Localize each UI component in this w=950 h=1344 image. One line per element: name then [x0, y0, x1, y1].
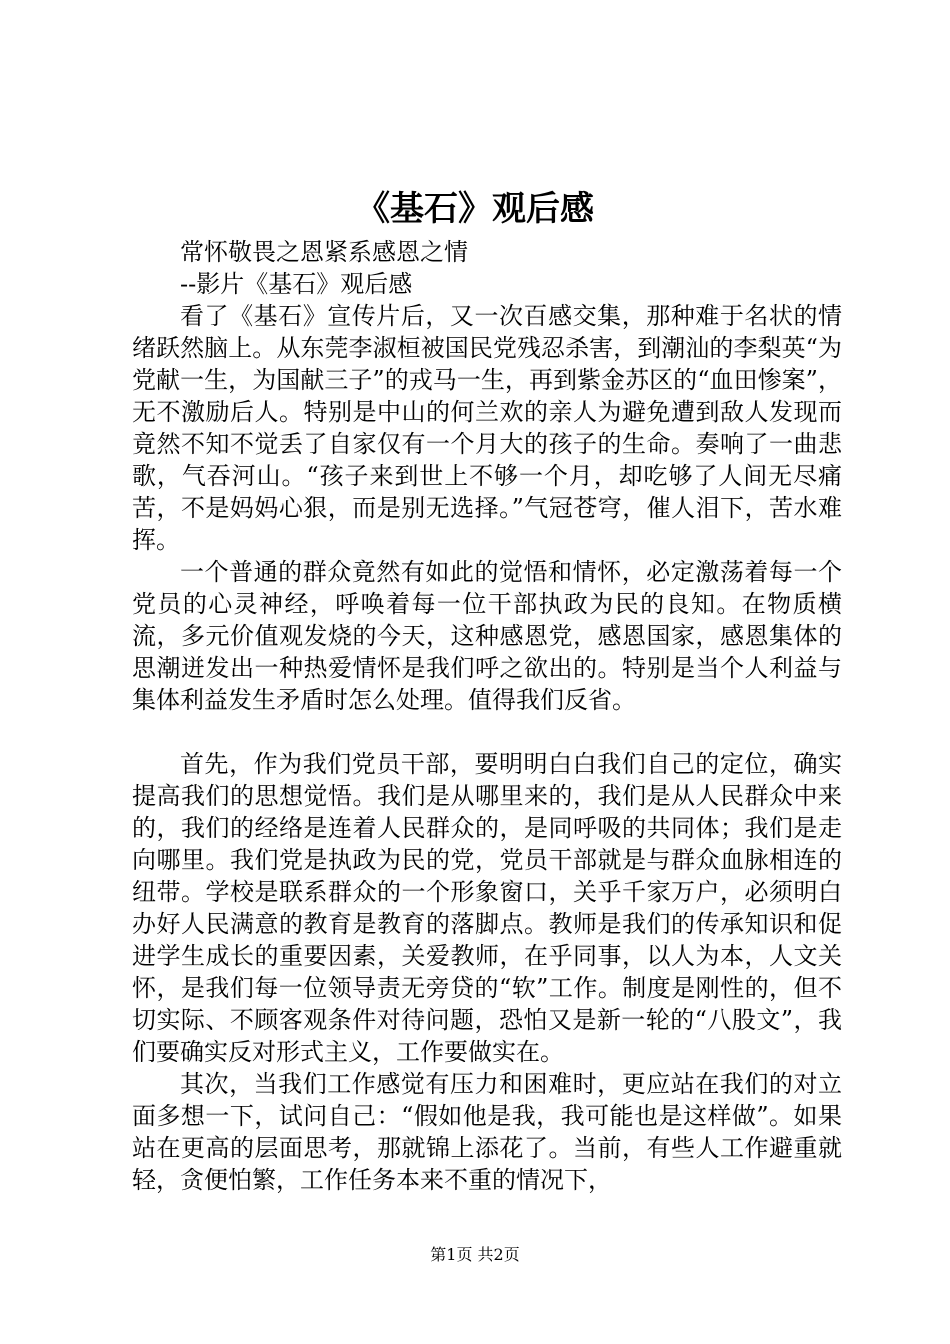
paragraph-spacer [132, 716, 842, 748]
document-body [132, 236, 842, 1196]
page-footer: 第1页 共2页 [430, 1245, 520, 1264]
document-title: 《基石》观后感 [356, 189, 594, 229]
subtitle-line: 常怀敬畏之恩紧系感恩之情 [180, 238, 468, 266]
body-paragraph: 看了《基石》宣传片后，又一次百感交集，那种难于名状的情绪跃然脑上。从东莞李淑桓被国民党残忍杀害，到潮汕的李梨英“为党献一生，为国献三子”的戎马一生，再到紫金苏区的“血田惨案”，无不激励后人。特别是中山的何兰欢的亲人为避免遭到敌人发现而竟然不知不觉丢了自家仅有一个月大的孩子的生命。奏响了一曲悲歌，气吞河山。“孩子来到世上不够一个月，却吃够了人间无尽痛苦，不是妈妈心狠，而是别无选择。”气冠苍穹，催人泪下，苦水难挥。 [132, 302, 842, 554]
body-paragraph: 其次，当我们工作感觉有压力和困难时，更应站在我们的对立面多想一下，试问自己：“假如他是我，我可能也是这样做”。如果站在更高的层面思考，那就锦上添花了。当前，有些人工作避重就轻，贪便怕繁，工作任务本来不重的情况下， [132, 1070, 842, 1194]
body-paragraph: 一个普通的群众竟然有如此的觉悟和情怀，必定激荡着每一个党员的心灵神经，呼唤着每一位干部执政为民的良知。在物质横流，多元价值观发烧的今天，这种感恩党，感恩国家，感恩集体的思潮迸发出一种热爱情怀是我们呼之欲出的。特别是当个人利益与集体利益发生矛盾时怎么处理。值得我们反省。 [132, 558, 842, 714]
subtitle-source-line: --影片《基石》观后感 [180, 270, 413, 298]
body-paragraph: 首先，作为我们党员干部，要明明白白我们自己的定位，确实提高我们的思想觉悟。我们是从哪里来的，我们是从人民群众中来的，我们的经络是连着人民群众的，是同呼吸的共同体；我们是走向哪里。我们党是执政为民的党，党员干部就是与群众血脉相连的纽带。学校是联系群众的一个形象窗口，关乎千家万户，必须明白办好人民满意的教育是教育的落脚点。教师是我们的传承知识和促进学生成长的重要因素，关爱教师，在乎同事，以人为本，人文关怀，是我们每一位领导责无旁贷的“软”工作。制度是刚性的，但不切实际、不顾客观条件对待问题，恐怕又是新一轮的“八股文”，我们要确实反对形式主义，工作要做实在。 [132, 750, 842, 1066]
